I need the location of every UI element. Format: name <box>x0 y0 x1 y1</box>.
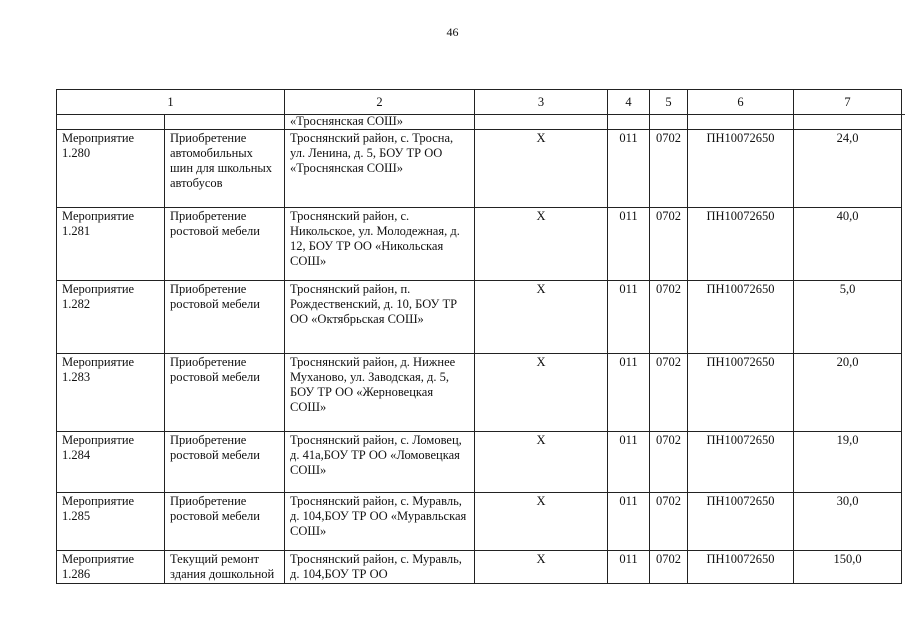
measure-cell: Мероприятие 1.285 <box>57 493 165 551</box>
table-body <box>57 90 902 584</box>
col3-cell: Х <box>475 432 608 493</box>
header-col-2: 2 <box>285 90 475 115</box>
continuation-c4 <box>608 115 650 130</box>
col7-cell: 19,0 <box>794 432 902 493</box>
page-number: 46 <box>446 25 459 39</box>
measure-cell: Мероприятие 1.283 <box>57 354 165 432</box>
name-cell: Приобретение ростовой мебели <box>165 208 285 281</box>
measure-cell: Мероприятие 1.281 <box>57 208 165 281</box>
col4-cell: 011 <box>608 551 650 584</box>
table-row <box>57 493 902 551</box>
col5-cell: 0702 <box>650 281 688 354</box>
header-col-4: 4 <box>608 90 650 115</box>
name-cell: Приобретение автомобильных шин для школьных автобусов <box>165 130 285 208</box>
table-row <box>57 281 902 354</box>
table-row <box>57 208 902 281</box>
header-col-1: 1 <box>57 90 285 115</box>
budget-table <box>56 89 902 584</box>
name-cell: Приобретение ростовой мебели <box>165 281 285 354</box>
continuation-c7 <box>794 115 902 130</box>
col7-cell: 5,0 <box>794 281 902 354</box>
continuation-c5 <box>650 115 688 130</box>
col7-cell: 30,0 <box>794 493 902 551</box>
col3-cell: Х <box>475 208 608 281</box>
continuation-row <box>57 115 902 130</box>
col3-cell: Х <box>475 354 608 432</box>
col6-cell: ПН10072650 <box>688 493 794 551</box>
col3-cell: Х <box>475 551 608 584</box>
col3-cell: Х <box>475 281 608 354</box>
address-cell: Троснянский район, с. Никольское, ул. Молодежная, д. 12, БОУ ТР ОО «Никольская СОШ» <box>285 208 475 281</box>
col6-cell: ПН10072650 <box>688 551 794 584</box>
continuation-name <box>165 115 285 130</box>
table-row <box>57 130 902 208</box>
measure-cell: Мероприятие 1.282 <box>57 281 165 354</box>
col4-cell: 011 <box>608 354 650 432</box>
continuation-c6 <box>688 115 794 130</box>
col5-cell: 0702 <box>650 493 688 551</box>
col4-cell: 011 <box>608 130 650 208</box>
address-cell: Троснянский район, с. Муравль, д. 104,БОУ ТР ОО «Муравльская СОШ» <box>285 493 475 551</box>
col4-cell: 011 <box>608 208 650 281</box>
header-col-6: 6 <box>688 90 794 115</box>
col7-cell: 150,0 <box>794 551 902 584</box>
continuation-c3 <box>475 115 608 130</box>
header-col-7: 7 <box>794 90 902 115</box>
col5-cell: 0702 <box>650 432 688 493</box>
col3-cell: Х <box>475 493 608 551</box>
col3-cell: Х <box>475 130 608 208</box>
measure-cell: Мероприятие 1.286 <box>57 551 165 584</box>
col6-cell: ПН10072650 <box>688 130 794 208</box>
col4-cell: 011 <box>608 281 650 354</box>
address-cell: Троснянский район, с. Тросна, ул. Ленина, д. 5, БОУ ТР ОО «Троснянская СОШ» <box>285 130 475 208</box>
address-cell: Троснянский район, с. Ломовец, д. 41а,БОУ ТР ОО «Ломовецкая СОШ» <box>285 432 475 493</box>
address-cell: Троснянский район, п. Рождественский, д. 10, БОУ ТР ОО «Октябрьская СОШ» <box>285 281 475 354</box>
col4-cell: 011 <box>608 493 650 551</box>
address-cell: Троснянский район, с. Муравль, д. 104,БОУ ТР ОО <box>285 551 475 584</box>
col5-cell: 0702 <box>650 551 688 584</box>
col7-cell: 40,0 <box>794 208 902 281</box>
col5-cell: 0702 <box>650 354 688 432</box>
table-row <box>57 551 902 584</box>
continuation-address: «Троснянская СОШ» <box>285 115 475 130</box>
name-cell: Приобретение ростовой мебели <box>165 493 285 551</box>
col6-cell: ПН10072650 <box>688 432 794 493</box>
col7-cell: 24,0 <box>794 130 902 208</box>
col6-cell: ПН10072650 <box>688 354 794 432</box>
col5-cell: 0702 <box>650 130 688 208</box>
continuation-measure <box>57 115 165 130</box>
col6-cell: ПН10072650 <box>688 208 794 281</box>
address-cell: Троснянский район, д. Нижнее Муханово, ул. Заводская, д. 5, БОУ ТР ОО «Жерновецкая СОШ» <box>285 354 475 432</box>
col5-cell: 0702 <box>650 208 688 281</box>
col6-cell: ПН10072650 <box>688 281 794 354</box>
table-row <box>57 354 902 432</box>
col7-cell: 20,0 <box>794 354 902 432</box>
measure-cell: Мероприятие 1.280 <box>57 130 165 208</box>
name-cell: Приобретение ростовой мебели <box>165 354 285 432</box>
header-row <box>57 90 902 115</box>
col4-cell: 011 <box>608 432 650 493</box>
name-cell: Текущий ремонт здания дошкольной <box>165 551 285 584</box>
name-cell: Приобретение ростовой мебели <box>165 432 285 493</box>
header-col-3: 3 <box>475 90 608 115</box>
header-col-5: 5 <box>650 90 688 115</box>
table-row <box>57 432 902 493</box>
measure-cell: Мероприятие 1.284 <box>57 432 165 493</box>
